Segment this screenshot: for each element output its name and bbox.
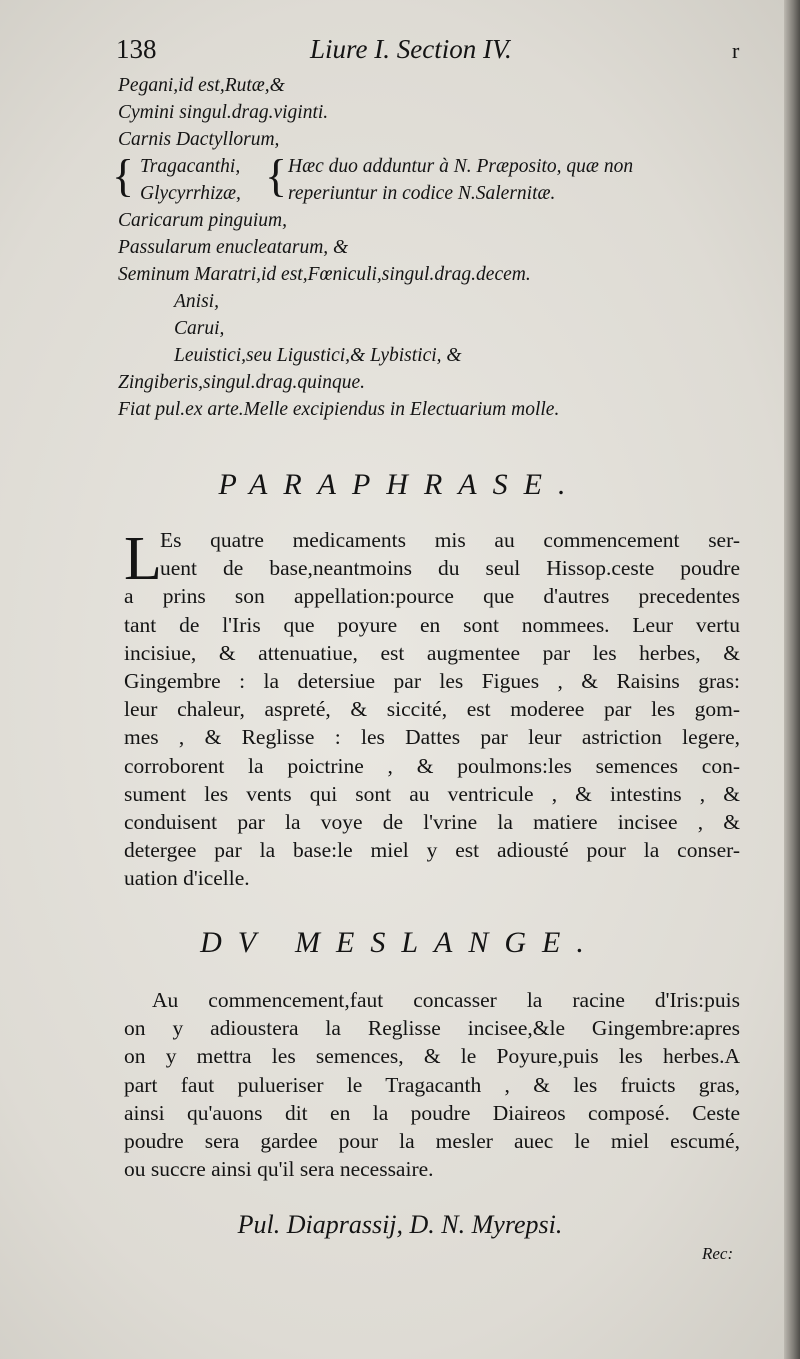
text-line: leur chaleur, aspreté, & siccité, est moderee par les gom-	[124, 697, 740, 722]
text-line: uent de base,neantmoins du seul Hissop.ceste poudre	[160, 556, 740, 581]
text-line: ainsi qu'auons dit en la poudre Diaireos composé. Ceste	[124, 1100, 740, 1125]
section-title-paraphrase: PARAPHRASE.	[218, 468, 582, 501]
text-line: tant de l'Iris que poyure en sont nommees. Leur vertu	[124, 612, 740, 637]
recipe-line: Tragacanthi,	[140, 156, 241, 177]
brace-group	[112, 150, 758, 207]
recipe-line: Pegani,id est,Rutæ,&	[118, 75, 285, 96]
meslange-paragraph	[124, 986, 740, 1183]
text-line: part faut pulueriser le Tragacanth , & les fruicts gras,	[124, 1072, 740, 1097]
brace-note	[288, 153, 633, 207]
text-line: on y adioustera la Reglisse incisee,&le Gingembre:apres	[124, 1016, 740, 1041]
recipe-line-indented: Anisi,	[174, 291, 219, 312]
text-line: on y mettra les semences, & le Poyure,puis les herbes.A	[124, 1044, 740, 1069]
text-line: Au commencement,faut concasser la racine d'Iris:puis	[152, 988, 740, 1012]
recipe-line-indented: Leuistici,seu Ligustici,& Lybistici, &	[174, 345, 462, 366]
recipe-list	[112, 72, 758, 423]
text-line: poudre sera gardee pour la mesler auec le miel escumé,	[124, 1128, 740, 1153]
text-line: uation d'icelle.	[124, 866, 250, 891]
text-line: incisiue, & attenuatiue, est augmentee par les herbes, &	[124, 640, 740, 665]
recipe-line: Cymini singul.drag.viginti.	[118, 102, 329, 123]
brace-ingredients	[140, 153, 241, 207]
recipe-line: Passularum enucleatarum, &	[118, 237, 349, 258]
middle-brace-glyph: {	[265, 150, 288, 201]
page-number: 138	[116, 34, 157, 64]
next-recipe-title: Pul. Diaprassij, D. N. Myrepsi.	[237, 1210, 563, 1239]
text-line: Gingembre : la detersiue par les Figues , & Raisins gras:	[124, 668, 740, 693]
text-line: a prins son appellation:pource que d'autres precedentes	[124, 584, 740, 609]
paraphrase-paragraph	[124, 526, 740, 892]
recipe-line: Glycyrrhizæ,	[140, 183, 241, 204]
recipe-line: Seminum Maratri,id est,Fœniculi,singul.drag.decem.	[118, 264, 531, 285]
recipe-line: Zingiberis,singul.drag.quinque.	[118, 372, 366, 393]
text-line: ou succre ainsi qu'il sera necessaire.	[124, 1157, 434, 1182]
text-line: mes , & Reglisse : les Dattes par leur astriction legere,	[124, 725, 740, 750]
drop-cap: L	[124, 525, 162, 593]
running-head: Liure I. Section IV.	[310, 34, 512, 64]
recipe-line-indented: Carui,	[174, 318, 225, 339]
recipe-line: Carnis Dactyllorum,	[118, 129, 280, 150]
note-line: reperiuntur in codice N.Salernitæ.	[288, 183, 556, 204]
note-line: Hæc duo adduntur à N. Præposito, quæ non	[288, 156, 634, 177]
catchword: Rec:	[702, 1244, 734, 1263]
page-gutter-shadow	[784, 0, 800, 1359]
recipe-line: Fiat pul.ex arte.Melle excipiendus in Electuarium molle.	[118, 399, 560, 420]
text-line: conduisent par la voye de l'vrine la matiere incisee , &	[124, 809, 740, 834]
text-line: detergee par la base:le miel y est adiousté pour la conser-	[124, 838, 740, 863]
text-line: sument les vents qui sont au ventricule , & intestins , &	[124, 781, 740, 806]
left-brace-glyph: {	[112, 150, 135, 201]
section-title-meslange: DV MESLANGE.	[200, 926, 600, 959]
text-line: corroborent la poictrine , & poulmons:les semences con-	[124, 753, 740, 778]
recipe-line: Caricarum pinguium,	[118, 210, 288, 231]
page-header	[116, 34, 756, 68]
text-line: Es quatre medicaments mis au commencement ser-	[160, 528, 740, 552]
signature-mark: r	[732, 38, 740, 63]
